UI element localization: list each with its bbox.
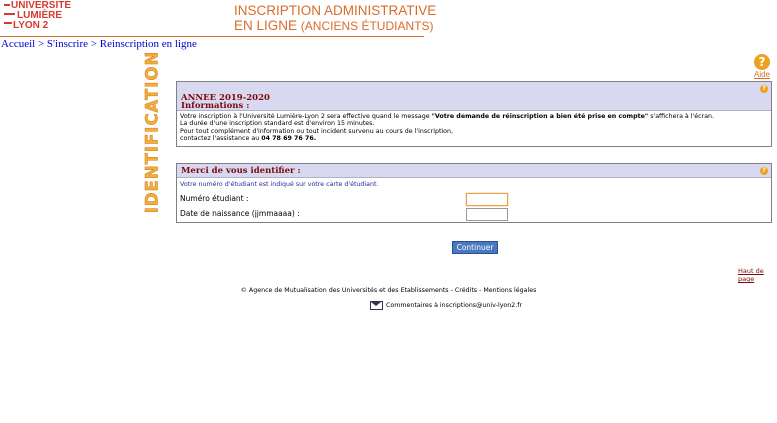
section-label xyxy=(141,50,163,214)
contact-email[interactable]: Commentaires à inscriptions@univ-lyon2.fr xyxy=(386,302,523,309)
header-divider xyxy=(0,36,424,37)
continue-button[interactable]: Continuer xyxy=(452,241,498,254)
help-button[interactable] xyxy=(751,54,773,78)
breadcrumb-home[interactable]: Accueil xyxy=(1,38,36,50)
student-number-label: Numéro étudiant : xyxy=(180,194,249,203)
header-title-line2: EN LIGNE xyxy=(234,18,298,33)
info-text xyxy=(177,111,771,145)
identification-panel-header xyxy=(177,164,771,178)
mail-icon[interactable] xyxy=(370,301,383,310)
header-title-line1: INSCRIPTION ADMINISTRATIVE xyxy=(234,3,437,18)
info-panel-header xyxy=(177,82,771,111)
logo-line-icon xyxy=(4,13,15,15)
info-title: Informations : xyxy=(181,101,250,111)
info-help-icon[interactable]: ? xyxy=(760,85,768,93)
logo-line-icon xyxy=(4,4,10,6)
logo-text-universite: UNIVERSITÉ xyxy=(11,0,72,11)
info-text-line2: La durée d'une inscription standard est d'environ 15 minutes. xyxy=(180,120,375,128)
identification-panel xyxy=(176,163,772,223)
info-text-line1: Votre inscription à l'Université Lumière-Lyon 2 sera effective quand le message xyxy=(180,113,432,120)
breadcrumb-reinscription[interactable]: Reinscription en ligne xyxy=(99,38,197,50)
breadcrumb xyxy=(1,38,197,50)
logo-line-icon xyxy=(4,22,12,24)
breadcrumb-sinscrire[interactable]: S'inscrire xyxy=(46,38,89,50)
identification-note: Votre numéro d'étudiant est indiqué sur votre carte d'étudiant. xyxy=(180,181,379,188)
logo-text-lyon: LYON 2 xyxy=(13,20,49,31)
footer-credits[interactable]: © Agence de Mutualisation des Universités et des Etablissements - Crédits - Mentions légales xyxy=(240,287,537,294)
help-label: Aide xyxy=(753,70,770,79)
header-title-line2-sub: (ANCIENS ÉTUDIANTS) xyxy=(300,19,434,33)
info-panel xyxy=(176,81,772,147)
back-to-top-link[interactable]: Haut de page xyxy=(738,267,764,283)
logo-text-lumiere: LUMIÈRE xyxy=(17,10,62,21)
identification-help-icon[interactable]: ? xyxy=(760,167,768,175)
birth-date-label: Date de naissance (jjmmaaaa) : xyxy=(180,209,300,218)
info-text-line1-end: s'affichera à l'écran. xyxy=(648,113,715,120)
assistance-phone: 04 78 69 76 76. xyxy=(261,135,317,143)
student-number-input[interactable] xyxy=(466,193,508,206)
help-icon: ? xyxy=(754,54,770,70)
breadcrumb-separator: > xyxy=(90,38,97,50)
university-logo[interactable] xyxy=(2,0,72,35)
info-year: ANNEE 2019-2020 xyxy=(181,93,270,103)
birth-date-input[interactable] xyxy=(466,208,508,221)
info-text-line3: Pour tout complément d'information ou tout incident survenu au cours de l'inscription, xyxy=(180,127,454,135)
breadcrumb-separator: > xyxy=(37,38,45,50)
page-header-title xyxy=(234,3,436,34)
info-text-line4: contactez l'assistance au xyxy=(180,135,262,143)
identification-title: Merci de vous identifier : xyxy=(181,166,301,176)
info-text-bold: "Votre demande de réinscription a bien été prise en compte" xyxy=(431,113,649,120)
section-label-text: IDENTIFICATION xyxy=(142,50,162,214)
